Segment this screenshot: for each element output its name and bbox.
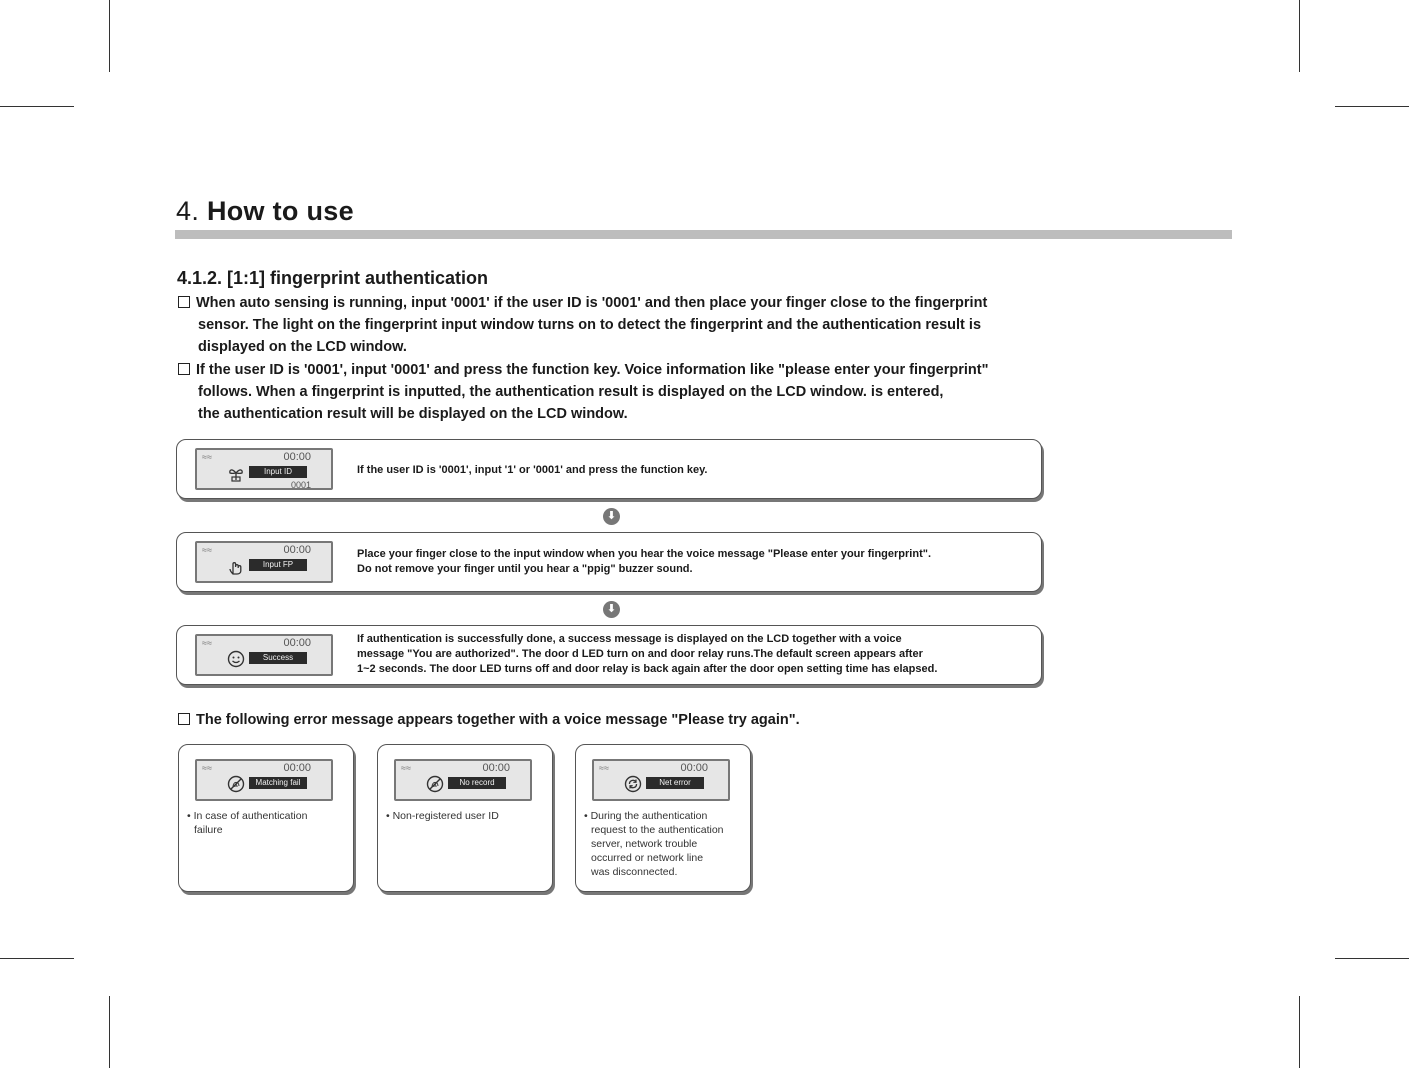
hand-icon <box>227 557 245 575</box>
error-card-net-error <box>575 744 751 892</box>
crop-mark <box>1335 958 1409 959</box>
no-fingerprint-icon <box>426 775 444 793</box>
step-description <box>357 463 707 478</box>
instruction-paragraph <box>178 359 1078 425</box>
paragraph-line: If the user ID is '0001', input '0001' and press the function key. Voice information like "please enter your fingerprint" <box>178 359 1078 381</box>
step-card-input-id <box>176 439 1042 499</box>
checkbox-bullet-icon <box>178 363 190 375</box>
step-description <box>357 632 937 677</box>
step-card-success <box>176 625 1042 685</box>
section-heading: 4.1.2. [1:1] fingerprint authentication <box>177 268 489 288</box>
lcd-time: 00:00 <box>482 762 510 774</box>
crop-mark <box>0 106 74 107</box>
paragraph-line: When auto sensing is running, input '0001' if the user ID is '0001' and then place your finger close to the fingerprint <box>178 292 1078 314</box>
lcd-screen <box>195 634 333 676</box>
lcd-time: 00:00 <box>283 637 311 649</box>
crop-mark <box>1299 0 1300 72</box>
step-line: Do not remove your finger until you hear a "ppig" buzzer sound. <box>357 563 693 575</box>
signal-icon: ≈≈ <box>202 452 212 462</box>
title-underline-bar <box>175 230 1232 239</box>
lcd-label: Matching fail <box>249 777 307 789</box>
paragraph-line: the authentication result will be displayed on the LCD window. <box>198 406 628 422</box>
lcd-screen <box>195 541 333 583</box>
lcd-screen <box>195 448 333 490</box>
lcd-screen <box>394 759 532 801</box>
lcd-label: Net error <box>646 777 704 789</box>
error-card-no-record <box>377 744 553 892</box>
lcd-screen <box>592 759 730 801</box>
crop-mark <box>1299 996 1300 1068</box>
step-description <box>357 547 931 577</box>
error-line: • During the authentication <box>584 810 708 822</box>
crop-mark <box>109 0 110 72</box>
step-line: message "You are authorized". The door d LED turn on and door relay runs.The default screen appears after <box>357 648 923 660</box>
chapter-title <box>176 196 354 227</box>
lcd-time: 00:00 <box>283 762 311 774</box>
paragraph-line: sensor. The light on the fingerprint input window turns on to detect the fingerprint and the authentication result is <box>198 317 982 333</box>
crop-mark <box>0 958 74 959</box>
chapter-title-text: How to use <box>206 196 354 226</box>
error-description <box>386 809 536 823</box>
down-arrow-icon: ⬇ <box>603 601 620 618</box>
error-description <box>187 809 337 837</box>
error-line: occurred or network line <box>591 852 704 864</box>
lcd-time: 00:00 <box>680 762 708 774</box>
signal-icon: ≈≈ <box>401 763 411 773</box>
crop-mark <box>1335 106 1409 107</box>
step-card-input-fp <box>176 532 1042 592</box>
checkbox-bullet-icon <box>178 296 190 308</box>
error-line: • In case of authentication <box>187 810 308 822</box>
checkbox-bullet-icon <box>178 713 190 725</box>
paragraph-line: follows. When a fingerprint is inputted, the authentication result is displayed on the LCD window. is entered, <box>198 384 944 400</box>
step-line: If authentication is successfully done, a success message is displayed on the LCD together with a voice <box>357 633 902 645</box>
lcd-label: Input ID <box>249 466 307 478</box>
smiley-icon <box>227 650 245 668</box>
down-arrow-icon: ⬇ <box>603 508 620 525</box>
signal-icon: ≈≈ <box>202 545 212 555</box>
error-heading: The following error message appears together with a voice message "Please try again". <box>178 712 800 728</box>
lcd-user-id: 0001 <box>290 480 311 490</box>
no-fingerprint-icon <box>227 775 245 793</box>
step-line: 1~2 seconds. The door LED turns off and door relay is back again after the door open setting time has elapsed. <box>357 663 938 675</box>
error-line: failure <box>194 824 223 836</box>
lcd-label: Input FP <box>249 559 307 571</box>
lcd-label: Success <box>249 652 307 664</box>
instruction-paragraph <box>178 292 1078 358</box>
lcd-time: 00:00 <box>283 544 311 556</box>
plant-icon <box>227 464 245 482</box>
crop-mark <box>109 996 110 1068</box>
lcd-label: No record <box>448 777 506 789</box>
signal-icon: ≈≈ <box>202 638 212 648</box>
error-description <box>584 809 734 879</box>
signal-icon: ≈≈ <box>599 763 609 773</box>
error-line: was disconnected. <box>591 866 678 878</box>
network-error-icon <box>624 775 642 793</box>
signal-icon: ≈≈ <box>202 763 212 773</box>
step-line: Place your finger close to the input window when you hear the voice message "Please enter your fingerprint". <box>357 548 932 560</box>
error-line: • Non-registered user ID <box>386 810 499 822</box>
lcd-screen <box>195 759 333 801</box>
error-line: request to the authentication <box>591 824 724 836</box>
paragraph-line: displayed on the LCD window. <box>198 339 407 355</box>
chapter-number: 4. <box>176 196 200 226</box>
error-line: server, network trouble <box>591 838 698 850</box>
step-line: If the user ID is '0001', input '1' or '0001' and press the function key. <box>357 464 708 476</box>
lcd-time: 00:00 <box>283 451 311 463</box>
error-card-matching-fail <box>178 744 354 892</box>
